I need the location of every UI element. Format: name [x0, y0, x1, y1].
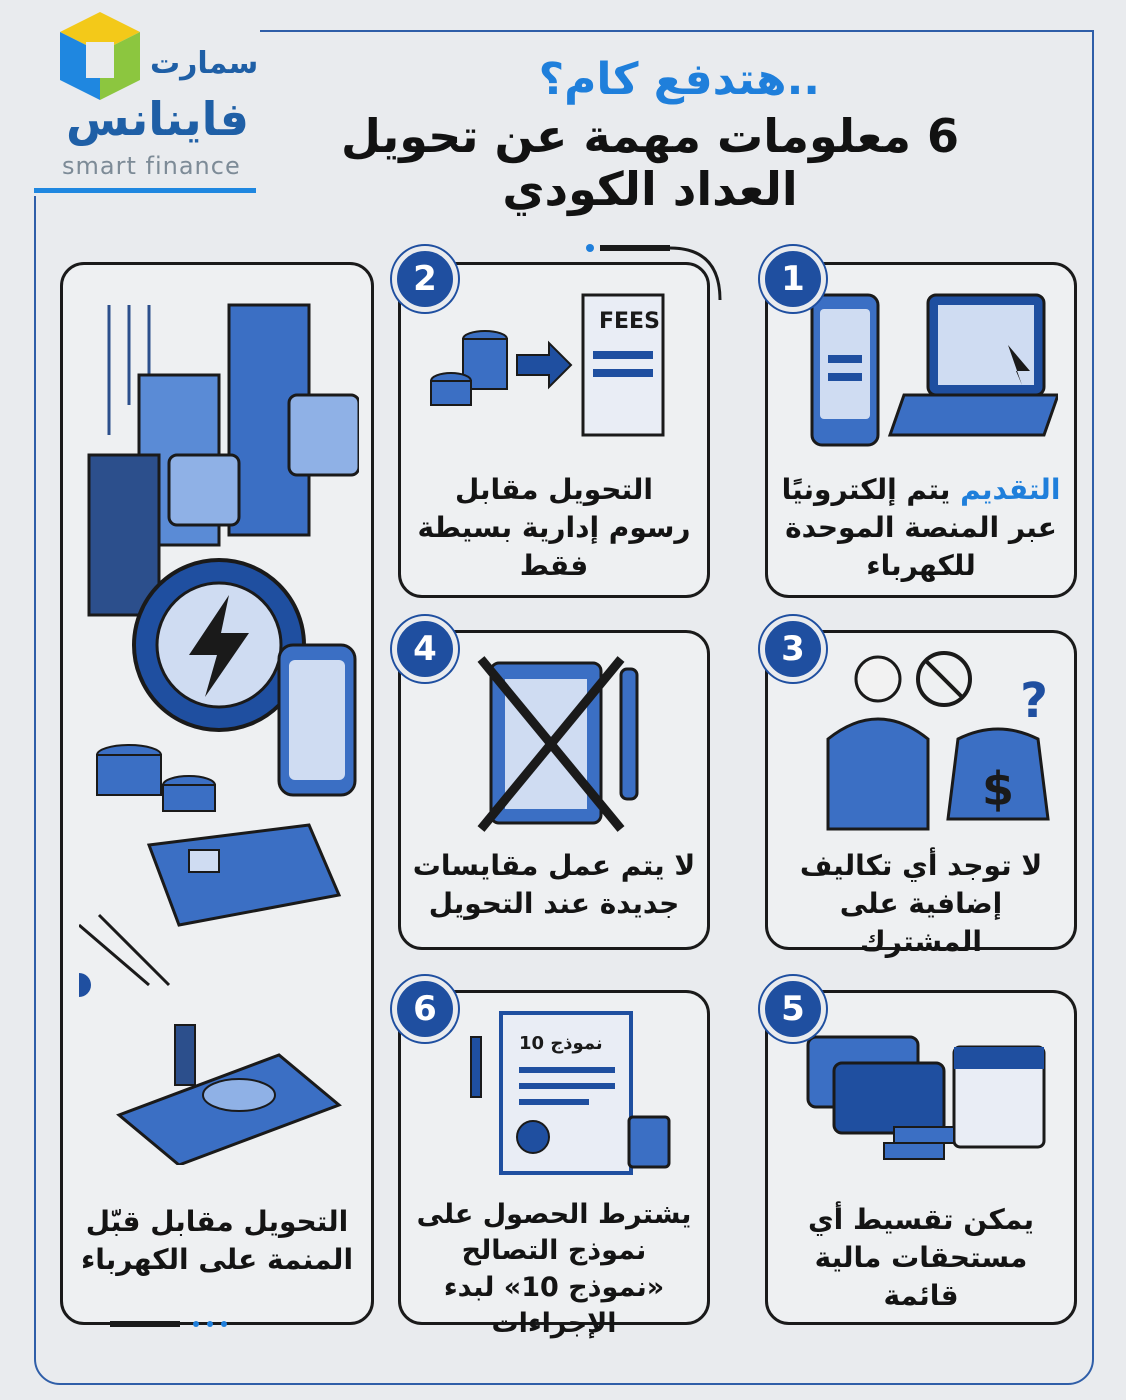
- header-question: هتدفع كام؟..: [538, 54, 820, 105]
- card-1-body: يتم إلكترونيًا عبر المنصة الموحدة للكهرباء: [781, 473, 1057, 582]
- card-4-text: لا يتم عمل مقايسات جديدة عند التحويل: [412, 849, 696, 920]
- card-5-text: يمكن تقسيط أي مستحقات مالية قائمة: [807, 1203, 1035, 1312]
- badge-2: 2: [392, 246, 458, 312]
- no-cost-person-icon: [808, 649, 1058, 839]
- card-1-text: [778, 471, 1064, 584]
- fees-label: FEES: [599, 309, 660, 334]
- badge-3: 3: [760, 616, 826, 682]
- logo-arabic-line2: فاينانس: [66, 92, 250, 146]
- doc-label: نموذج 10: [519, 1033, 603, 1054]
- logo-english: smart finance: [62, 152, 241, 180]
- side-card: [60, 262, 374, 1325]
- svg-text:$: $: [981, 762, 1015, 816]
- badge-6: 6: [392, 976, 458, 1042]
- badge-1: 1: [760, 246, 826, 312]
- laptop-phone-icon: [808, 285, 1058, 455]
- city-energy-illustration: [79, 285, 359, 1165]
- card-3-text: لا توجد أي تكاليف إضافية على المشترك: [799, 849, 1043, 958]
- card-2-text: التحويل مقابل رسوم إدارية بسيطة فقط: [417, 473, 691, 582]
- svg-text:?: ?: [1020, 673, 1048, 729]
- badge-4: 4: [392, 616, 458, 682]
- card-3: [765, 630, 1077, 958]
- card-1-highlight: التقديم: [960, 473, 1061, 506]
- logo-arabic-line1: سمارت: [150, 46, 259, 81]
- connector-top: [580, 240, 730, 320]
- crossed-clipboard-icon: [461, 649, 661, 839]
- card-4: [398, 630, 710, 950]
- logo-underline: [34, 188, 256, 193]
- card-5: [765, 990, 1077, 1325]
- side-card-text: التحويل مقابل قبّل المنمة على الكهرباء: [80, 1205, 354, 1276]
- badge-5: 5: [760, 976, 826, 1042]
- card-6-text: يشترط الحصول على نموذج التصالح «نموذج 10» لبدء الإجراءات: [416, 1199, 692, 1340]
- connector-bottom: [100, 1314, 260, 1334]
- header-title: 6 معلومات مهمة عن تحويل العداد الكودي: [340, 109, 960, 216]
- cards-calendar-icon: [804, 1017, 1054, 1187]
- card-6: [398, 990, 710, 1340]
- card-1: [765, 262, 1077, 598]
